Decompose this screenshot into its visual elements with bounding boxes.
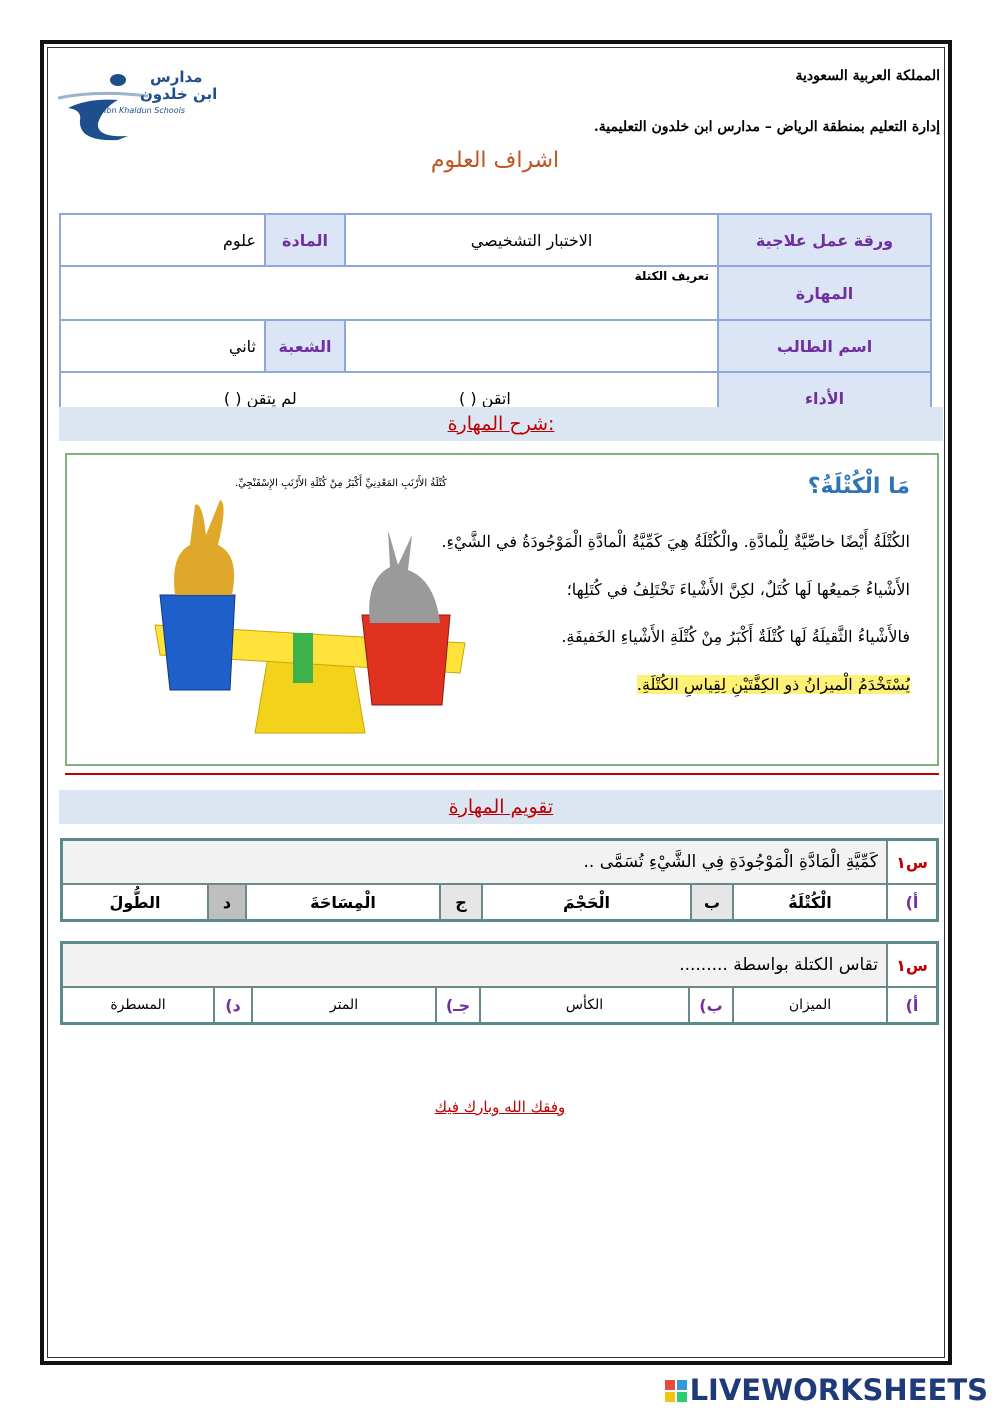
liveworksheets-watermark	[665, 1373, 988, 1407]
closing-message: وفقك الله وبارك فيك	[434, 1098, 566, 1116]
liveworksheets-logo-icon	[665, 1380, 687, 1402]
sponge-rabbit	[174, 500, 234, 595]
right-pan	[362, 615, 450, 705]
mastered-option[interactable]: اتقن ( )	[459, 388, 511, 408]
q1-option-d-letter: د	[208, 884, 246, 921]
section-value: ثاني	[60, 320, 265, 372]
worksheet-info-table	[59, 213, 932, 425]
logo-text-2: ابن خلدون	[140, 85, 218, 103]
question-1-table	[60, 838, 939, 922]
q1-option-a[interactable]: الْكُتْلَةُ	[733, 884, 887, 921]
country-heading: المملكة العربية السعودية	[795, 68, 940, 84]
logo-english: Ibn Khaldun Schools	[104, 106, 185, 115]
left-pan	[160, 595, 235, 690]
question-2-table	[60, 941, 939, 1025]
metal-rabbit	[369, 530, 440, 623]
department-title: اشراف العلوم	[430, 148, 560, 173]
explanation-line-4: يُسْتَخْدَمُ الْميزانُ ذو الكِفَّتَيْنِ لِقِياسِ الكُتْلَةِ.	[636, 675, 910, 694]
question-2-text: تقاس الكتلة بواسطة .........	[62, 943, 888, 988]
q2-option-b-letter: ب)	[689, 987, 733, 1024]
section-divider	[65, 773, 939, 775]
q1-option-b[interactable]: الْحَجْمَ	[482, 884, 691, 921]
administration-heading: إدارة التعليم بمنطقة الرياض – مدارس ابن خلدون التعليمية.	[593, 119, 940, 135]
skill-value: تعريف الكتلة	[60, 266, 718, 320]
q2-option-a-letter: أ)	[887, 987, 938, 1024]
performance-label: الأداء	[718, 372, 931, 424]
q1-option-b-letter: ب	[691, 884, 733, 921]
test-name: الاختبار التشخيصي	[345, 214, 718, 266]
question-2-number: س١	[887, 943, 938, 988]
skill-label: المهارة	[718, 266, 931, 320]
q1-option-c-letter: ج	[440, 884, 482, 921]
evaluation-band: تقويم المهارة	[59, 790, 943, 824]
q1-option-c[interactable]: الْمِسَاحَةَ	[246, 884, 440, 921]
explanation-line-1	[441, 532, 910, 551]
image-caption: كُتْلَةُ الأَرْنَبِ المَعْدِنِيِّ أَكْبَرُ مِنْ كُتْلَةِ الأَرْنَبِ الإِسْفَنْجِيِّ.	[235, 478, 447, 489]
explanation-line-1-text: الكُتْلَةُ أَيْضًا خاصِّيَّةٌ لِلْمادَّةِ. والْكُتْلَةُ هِيَ كَمِّيَّةُ الْمادَّةِ الْمَوْجُودَةُ في الشَّيْءِ.	[441, 532, 910, 551]
balance-scale-illustration	[150, 495, 470, 745]
q2-option-b[interactable]: الكأس	[480, 987, 689, 1024]
subject-value: علوم	[60, 214, 265, 266]
explanation-line-2: الأَشْياءُ جَميعُها لَها كُتَلٌ، لكِنَّ الأَشْياءَ تَخْتَلِفُ في كُتَلِها؛	[566, 580, 910, 599]
explanation-band: شرح المهارة:	[59, 407, 943, 441]
q2-option-a[interactable]: الميزان	[733, 987, 887, 1024]
balance-pointer	[293, 633, 313, 683]
q1-option-d[interactable]: الطُّولَ	[62, 884, 209, 921]
q2-option-d-letter: د)	[214, 987, 252, 1024]
q1-option-a-letter: أ)	[887, 884, 938, 921]
subject-label: المادة	[265, 214, 345, 266]
q2-option-d[interactable]: المسطرة	[62, 987, 215, 1024]
school-logo	[58, 68, 218, 142]
q2-option-c[interactable]: المتر	[252, 987, 436, 1024]
logo-text-1: مدارس	[150, 68, 203, 86]
question-1-number: س١	[887, 840, 938, 885]
question-1-text: كَمِّيَّةِ الْمَادَّةِ الْمَوْجُودَةِ فِي الشَّيْءِ تُسَمَّى ..	[62, 840, 888, 885]
student-name-field[interactable]	[345, 320, 718, 372]
worksheet-type-label: ورقة عمل علاجية	[718, 214, 931, 266]
explanation-title: مَا الْكُتْلَةُ؟	[807, 474, 910, 499]
student-name-label: اسم الطالب	[718, 320, 931, 372]
section-label: الشعبة	[265, 320, 345, 372]
explanation-line-3: فالأَشْياءُ الثَّقيلَةُ لَها كُتْلَةٌ أَكْبَرُ مِنْ كُتْلَةِ الأَشْياءِ الخَفيفَةِ.	[561, 627, 910, 646]
q2-option-c-letter: جـ)	[436, 987, 480, 1024]
watermark-text: LIVEWORKSHEETS	[689, 1373, 988, 1407]
not-mastered-option[interactable]: لم يتقن ( )	[223, 388, 297, 408]
